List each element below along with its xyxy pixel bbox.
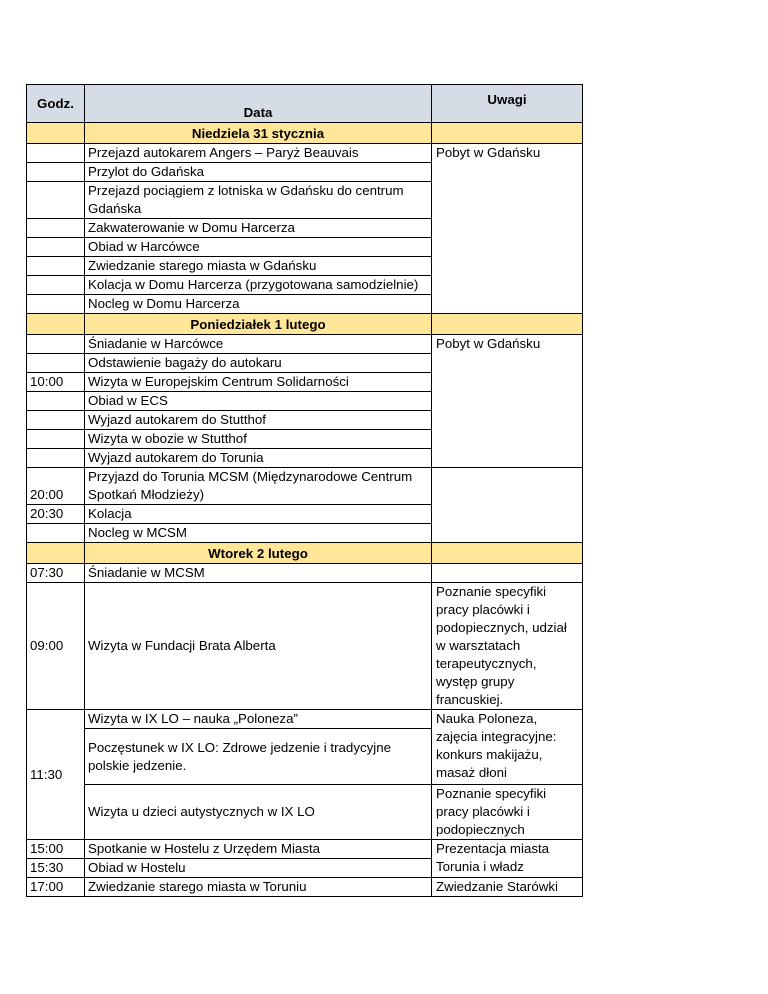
table-row	[27, 785, 583, 840]
activity-cell: Przylot do Gdańska	[85, 163, 432, 182]
day-time-cell	[27, 543, 85, 564]
time-cell	[27, 257, 85, 276]
day-row	[27, 314, 583, 335]
activity-cell: Nocleg w Domu Harcerza	[85, 295, 432, 314]
activity-cell: Przejazd pociągiem z lotniska w Gdańsku do centrum Gdańska	[85, 182, 432, 219]
day-title: Poniedziałek 1 lutego	[85, 314, 432, 335]
time-cell: 11:30	[27, 710, 85, 840]
time-label: 15:00	[30, 841, 64, 856]
day-time-cell	[27, 123, 85, 144]
note-cell: Poznanie specyfiki pracy placówki i podopiecznych, udział w warsztatach terapeutycznych, występ grupy francuskiej.	[432, 583, 583, 710]
table-row	[27, 840, 583, 859]
time-cell	[27, 524, 85, 543]
activity-cell: Kolacja	[85, 505, 432, 524]
time-cell	[27, 182, 85, 219]
activity-cell: Odstawienie bagaży do autokaru	[85, 354, 432, 373]
activity-cell: Wizyta w Fundacji Brata Alberta	[85, 583, 432, 710]
time-cell	[27, 163, 85, 182]
activity-cell: Obiad w Harcówce	[85, 238, 432, 257]
table-row	[27, 878, 583, 897]
day-title: Niedziela 31 stycznia	[85, 123, 432, 144]
time-cell	[27, 335, 85, 354]
time-cell	[27, 392, 85, 411]
time-cell: 07:30	[27, 564, 85, 583]
activity-cell: Wizyta u dzieci autystycznych w IX LO	[85, 785, 432, 840]
day-notes-cell	[432, 314, 583, 335]
activity-cell: Obiad w Hostelu	[85, 859, 432, 878]
time-cell: 17:00	[27, 878, 85, 897]
table-row	[27, 468, 583, 505]
time-cell	[27, 430, 85, 449]
day-notes-cell	[432, 543, 583, 564]
time-cell	[27, 295, 85, 314]
time-cell: 20:30	[27, 505, 85, 524]
day-title: Wtorek 2 lutego	[85, 543, 432, 564]
schedule-table	[26, 84, 583, 897]
activity-cell: Przyjazd do Torunia MCSM (Międzynarodowe Centrum Spotkań Młodzieży)	[85, 468, 432, 505]
note-cell: Poznanie specyfiki pracy placówki i podopiecznych	[432, 785, 583, 840]
note-cell-empty	[432, 468, 583, 543]
table-row	[27, 710, 583, 729]
header-notes: Uwagi	[432, 85, 583, 123]
time-cell	[27, 411, 85, 430]
time-cell	[27, 276, 85, 295]
note-cell: Nauka Poloneza, zajęcia integracyjne: konkurs makijażu, masaż dłoni	[432, 710, 583, 785]
time-label: 20:00	[30, 487, 64, 502]
table-row	[27, 564, 583, 583]
activity-cell: Zakwaterowanie w Domu Harcerza	[85, 219, 432, 238]
activity-cell: Zwiedzanie starego miasta w Toruniu	[85, 878, 432, 897]
time-cell	[27, 238, 85, 257]
time-cell	[27, 449, 85, 468]
day-row	[27, 543, 583, 564]
table-row	[27, 144, 583, 163]
activity-label: Spotkanie w Hostelu z Urzędem Miasta	[88, 841, 321, 856]
note-cell: Zwiedzanie Starówki	[432, 878, 583, 897]
time-cell: 15:30	[27, 859, 85, 878]
activity-cell: Śniadanie w Harcówce	[85, 335, 432, 354]
activity-cell: Poczęstunek w IX LO: Zdrowe jedzenie i tradycyjne polskie jedzenie.	[85, 729, 432, 785]
time-cell	[27, 144, 85, 163]
time-cell	[27, 468, 85, 505]
time-cell: 10:00	[27, 373, 85, 392]
activity-cell: Kolacja w Domu Harcerza (przygotowana samodzielnie)	[85, 276, 432, 295]
day-row	[27, 123, 583, 144]
activity-cell: Wizyta w Europejskim Centrum Solidarności	[85, 373, 432, 392]
note-cell: Prezentacja miasta Torunia i władz	[432, 840, 583, 878]
header-time: Godz.	[27, 85, 85, 123]
activity-cell: Obiad w ECS	[85, 392, 432, 411]
note-cell: Pobyt w Gdańsku	[432, 335, 583, 468]
day-time-cell	[27, 314, 85, 335]
activity-cell: Wyjazd autokarem do Stutthof	[85, 411, 432, 430]
header-row	[27, 85, 583, 123]
activity-cell: Wyjazd autokarem do Torunia	[85, 449, 432, 468]
activity-cell: Śniadanie w MCSM	[85, 564, 432, 583]
table-row	[27, 583, 583, 710]
day-notes-cell	[432, 123, 583, 144]
activity-cell: Nocleg w MCSM	[85, 524, 432, 543]
time-cell	[27, 219, 85, 238]
activity-cell: Przejazd autokarem Angers – Paryż Beauvais	[85, 144, 432, 163]
activity-cell: Zwiedzanie starego miasta w Gdańsku	[85, 257, 432, 276]
note-cell: Pobyt w Gdańsku	[432, 144, 583, 314]
header-date: Data	[85, 85, 432, 123]
time-cell	[27, 840, 85, 859]
activity-cell	[85, 840, 432, 859]
activity-cell: Wizyta w IX LO – nauka „Poloneza”	[85, 710, 432, 729]
time-cell: 09:00	[27, 583, 85, 710]
table-row	[27, 335, 583, 354]
activity-cell: Wizyta w obozie w Stutthof	[85, 430, 432, 449]
note-cell-empty	[432, 564, 583, 583]
time-cell	[27, 354, 85, 373]
